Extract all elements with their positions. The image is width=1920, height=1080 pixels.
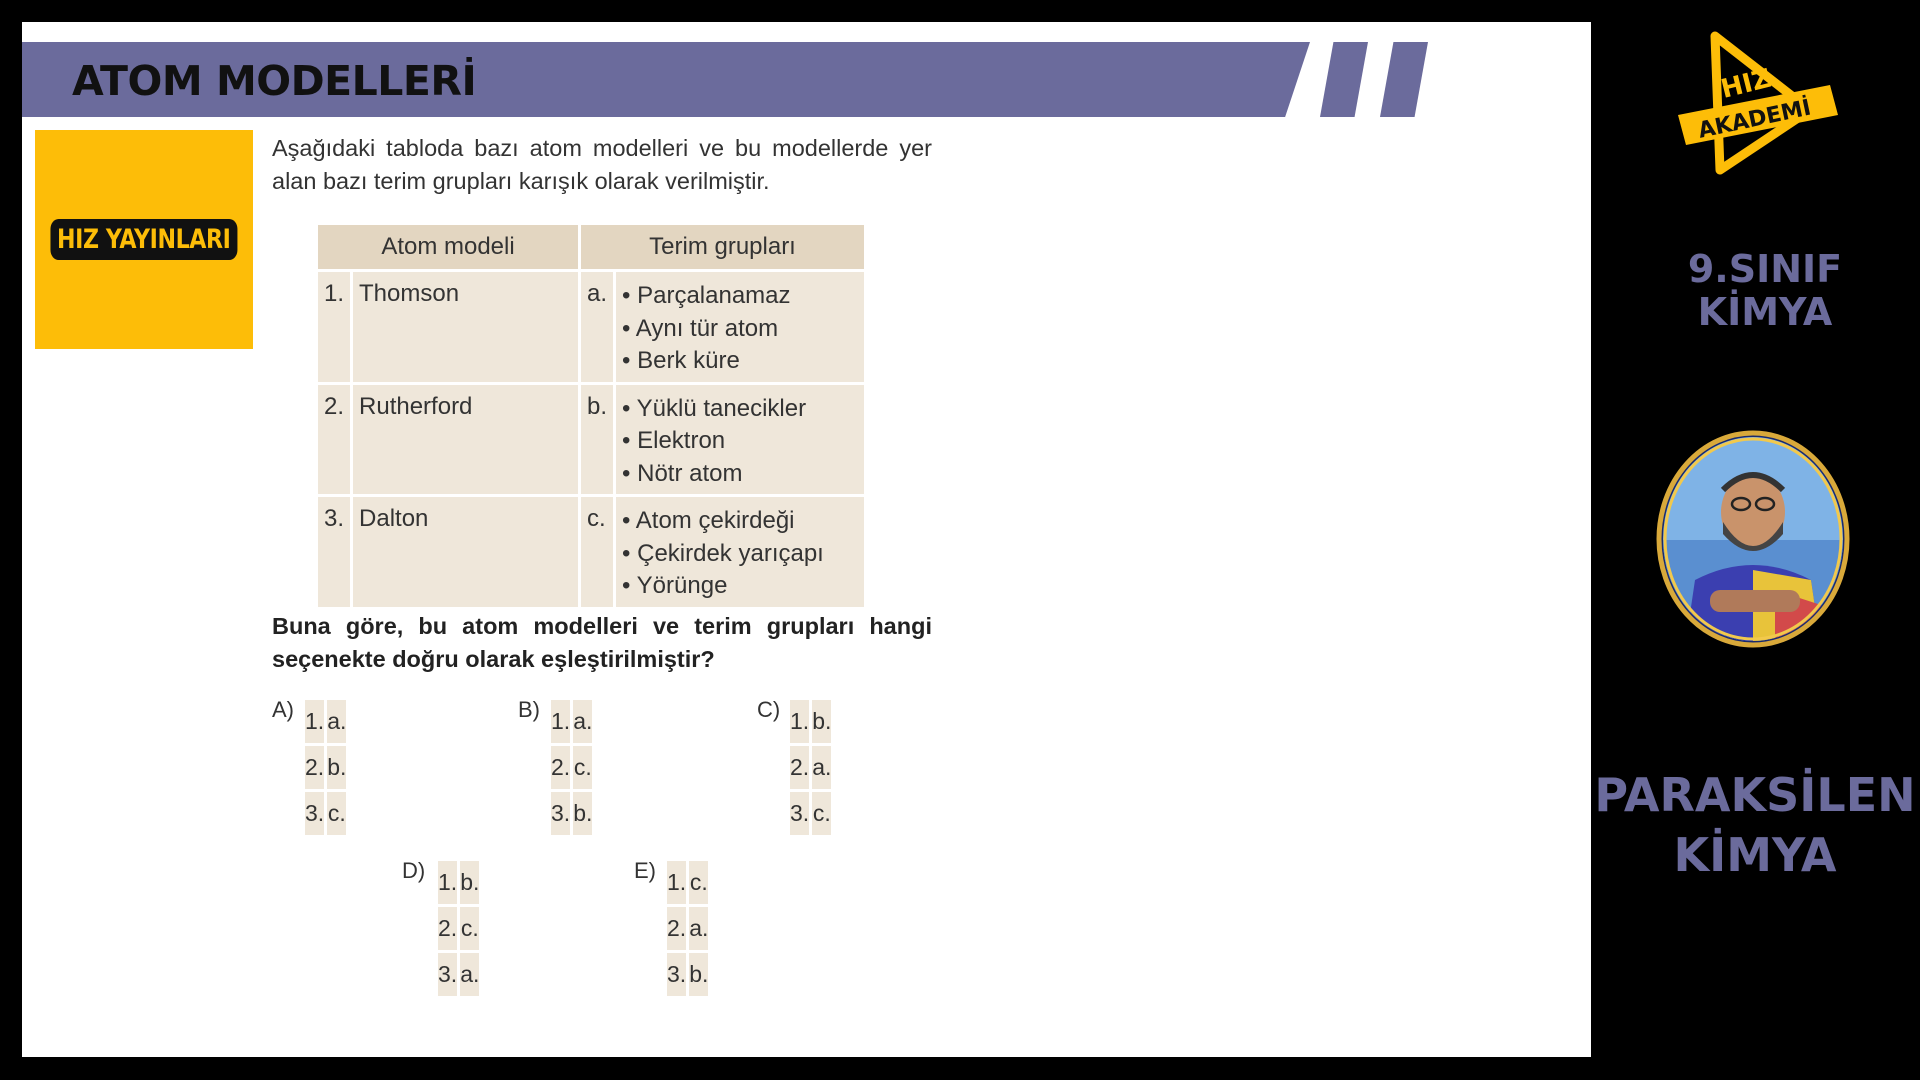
grade-label bbox=[1675, 248, 1855, 334]
choice-label: B) bbox=[518, 697, 540, 722]
choice-cell: b. bbox=[573, 792, 592, 835]
choice-cell: a. bbox=[460, 953, 479, 996]
row-number: 2. bbox=[318, 385, 350, 495]
logo-text-line2: AKADEMİ bbox=[1696, 95, 1814, 144]
row-number: 3. bbox=[318, 497, 350, 607]
choice-cell: 3. bbox=[305, 792, 324, 835]
row-number: 1. bbox=[318, 272, 350, 382]
term-letter: b. bbox=[581, 385, 613, 495]
choice-cell: a. bbox=[812, 746, 831, 789]
choice-cell: c. bbox=[812, 792, 831, 835]
choice-table bbox=[664, 858, 711, 999]
choice-cell: 3. bbox=[438, 953, 457, 996]
choice-cell: 1. bbox=[551, 700, 570, 743]
term-item: • Yüklü tanecikler bbox=[622, 393, 858, 426]
term-item: • Yörünge bbox=[622, 570, 858, 603]
choice-cell: 3. bbox=[667, 953, 686, 996]
channel-name-line2: KİMYA bbox=[1673, 828, 1837, 882]
model-name: Rutherford bbox=[353, 385, 578, 495]
page-title: ATOM MODELLERİ bbox=[72, 57, 477, 105]
term-item: • Aynı tür atom bbox=[622, 313, 858, 346]
choice-cell: c. bbox=[460, 907, 479, 950]
term-item: • Çekirdek yarıçapı bbox=[622, 538, 858, 571]
question-text: Buna göre, bu atom modelleri ve terim grupları hangi seçenekte doğru olarak eşleştirilmiştir? bbox=[272, 613, 932, 672]
term-list-cell bbox=[616, 497, 864, 607]
table-row bbox=[318, 272, 864, 382]
title-stripe-decoration bbox=[1380, 42, 1428, 117]
table-header-model: Atom modeli bbox=[318, 225, 578, 269]
choice-cell: a. bbox=[327, 700, 346, 743]
choice-cell: 3. bbox=[790, 792, 809, 835]
choice-cell: b. bbox=[689, 953, 708, 996]
term-letter: c. bbox=[581, 497, 613, 607]
choice-cell: b. bbox=[460, 861, 479, 904]
term-list-cell bbox=[616, 272, 864, 382]
term-item: • Parçalanamaz bbox=[622, 280, 858, 313]
choice-cell: 1. bbox=[438, 861, 457, 904]
choice-cell: 3. bbox=[551, 792, 570, 835]
slide bbox=[22, 22, 1591, 1057]
term-list bbox=[622, 505, 858, 603]
choice-cell: 2. bbox=[551, 746, 570, 789]
choice-label: D) bbox=[402, 858, 426, 883]
brand-logo bbox=[35, 130, 253, 349]
model-name: Thomson bbox=[353, 272, 578, 382]
term-letter: a. bbox=[581, 272, 613, 382]
table-row bbox=[318, 497, 864, 607]
teacher-avatar-icon bbox=[1655, 430, 1851, 648]
term-item: • Berk küre bbox=[622, 345, 858, 378]
choice-table bbox=[435, 858, 482, 999]
grade-line: 9.SINIF bbox=[1687, 247, 1843, 291]
title-stripe-decoration bbox=[1320, 42, 1368, 117]
choice-cell: b. bbox=[327, 746, 346, 789]
choice-cell: c. bbox=[573, 746, 592, 789]
intro-text: Aşağıdaki tabloda bazı atom modelleri ve bu modellerde yer alan bazı terim grupları karışık olarak verilmiştir. bbox=[272, 135, 932, 194]
term-list-cell bbox=[616, 385, 864, 495]
choice-cell: c. bbox=[689, 861, 708, 904]
term-list bbox=[622, 280, 858, 378]
choice-cell: 2. bbox=[438, 907, 457, 950]
hiz-akademi-logo-icon bbox=[1660, 30, 1840, 180]
logo-text-line1: HIZ bbox=[1718, 63, 1775, 105]
grade-subject: KİMYA bbox=[1697, 290, 1833, 334]
brand-logo-text: HIZ YAYINLARI bbox=[51, 219, 238, 260]
choice-label: E) bbox=[634, 858, 656, 883]
term-item: • Elektron bbox=[622, 425, 858, 458]
choice-cell: 1. bbox=[667, 861, 686, 904]
atom-model-table bbox=[315, 222, 867, 610]
choice-label: A) bbox=[272, 697, 294, 722]
choice-cell: 1. bbox=[305, 700, 324, 743]
choice-label: C) bbox=[757, 697, 781, 722]
choice-cell: a. bbox=[689, 907, 708, 950]
table-row bbox=[318, 385, 864, 495]
choice-table bbox=[548, 697, 595, 838]
channel-name bbox=[1590, 765, 1920, 885]
choice-table bbox=[787, 697, 834, 838]
channel-name-line1: PARAKSİLEN bbox=[1594, 768, 1916, 822]
model-name: Dalton bbox=[353, 497, 578, 607]
choice-cell: 2. bbox=[305, 746, 324, 789]
term-item: • Nötr atom bbox=[622, 458, 858, 491]
term-item: • Atom çekirdeği bbox=[622, 505, 858, 538]
choice-cell: c. bbox=[327, 792, 346, 835]
term-list bbox=[622, 393, 858, 491]
choice-cell: a. bbox=[573, 700, 592, 743]
choice-cell: 2. bbox=[667, 907, 686, 950]
table-header-terms: Terim grupları bbox=[581, 225, 864, 269]
choice-cell: 1. bbox=[790, 700, 809, 743]
choice-cell: 2. bbox=[790, 746, 809, 789]
choice-cell: b. bbox=[812, 700, 831, 743]
choice-table bbox=[302, 697, 349, 838]
